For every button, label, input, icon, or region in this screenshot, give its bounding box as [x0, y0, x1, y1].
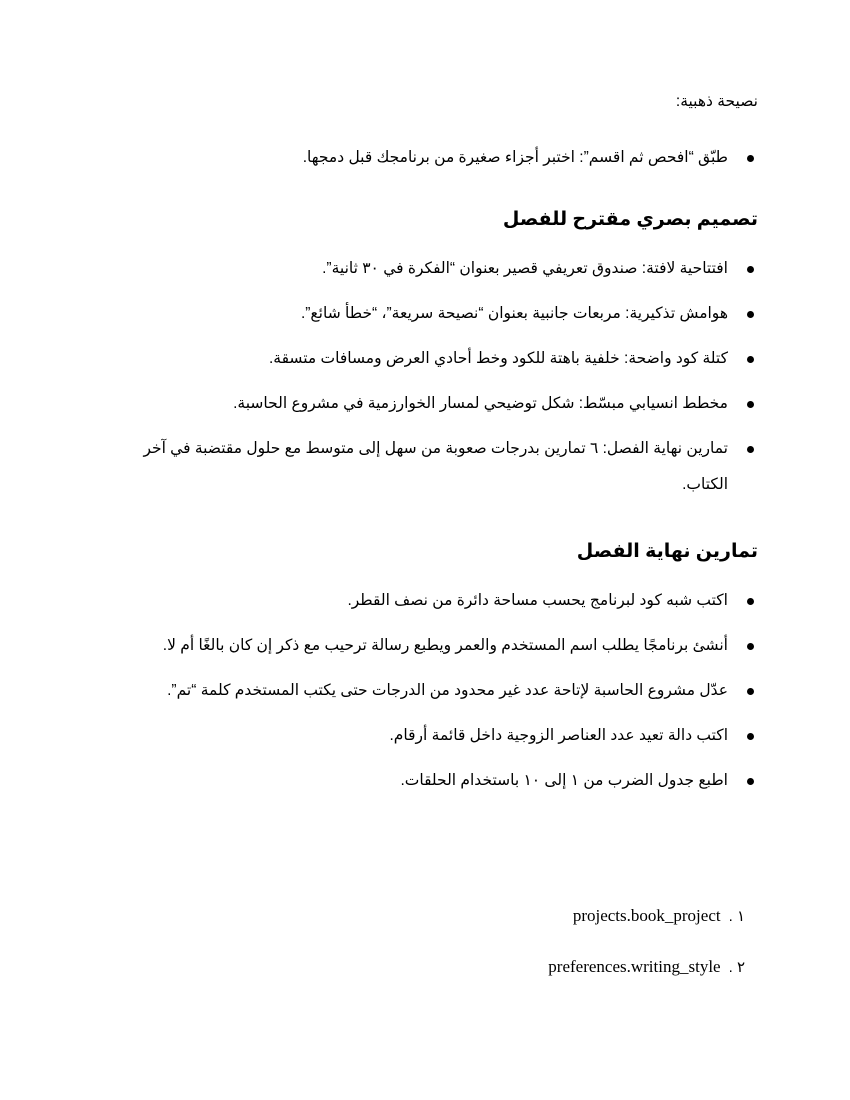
list-item: أنشئ برنامجًا يطلب اسم المستخدم والعمر ويطبع رسالة ترحيب مع ذكر إن كان بالغًا أم لا. — [108, 628, 758, 664]
list-item: مخطط انسيابي مبسّط: شكل توضيحي لمسار الخوارزمية في مشروع الحاسبة. — [108, 386, 758, 422]
list-item: كتلة كود واضحة: خلفية باهتة للكود وخط أحادي العرض ومسافات متسقة. — [108, 341, 758, 377]
list-item: اكتب دالة تعيد عدد العناصر الزوجية داخل قائمة أرقام. — [108, 718, 758, 754]
note-item — [345, 955, 745, 980]
list-item: طبّق “افحص ثم اقسم”: اختبر أجزاء صغيرة من برنامجك قبل دمجها. — [108, 140, 758, 176]
list-item: هوامش تذكيرية: مربعات جانبية بعنوان “نصيحة سريعة”، “خطأ شائع”. — [108, 296, 758, 332]
list-item: اطبع جدول الضرب من ١ إلى ١٠ باستخدام الحلقات. — [108, 763, 758, 799]
note-number: ٢ . — [728, 959, 745, 976]
visual-design-heading: تصميم بصري مقترح للفصل — [502, 209, 758, 230]
note-reference: projects.book_project — [572, 906, 721, 925]
list-item: تمارين نهاية الفصل: ٦ تمارين بدرجات صعوبة من سهل إلى متوسط مع حلول مقتضبة في آخر الكتاب. — [108, 431, 758, 503]
exercises-heading: تمارين نهاية الفصل — [576, 541, 758, 562]
notes-list — [345, 904, 745, 1006]
list-item: افتتاحية لافتة: صندوق تعريفي قصير بعنوان “الفكرة في ٣٠ ثانية”. — [108, 251, 758, 287]
list-item: عدّل مشروع الحاسبة لإتاحة عدد غير محدود من الدرجات حتى يكتب المستخدم كلمة “تم”. — [108, 673, 758, 709]
note-item — [345, 904, 745, 929]
visual-design-list — [108, 251, 758, 512]
exercises-list — [108, 583, 758, 808]
note-number: ١ . — [728, 908, 745, 925]
list-item: اكتب شبه كود لبرنامج يحسب مساحة دائرة من نصف القطر. — [108, 583, 758, 619]
tip-heading: نصيحة ذهبية: — [675, 93, 758, 110]
note-reference: preferences.writing_style — [548, 957, 721, 976]
tip-list — [108, 140, 758, 185]
